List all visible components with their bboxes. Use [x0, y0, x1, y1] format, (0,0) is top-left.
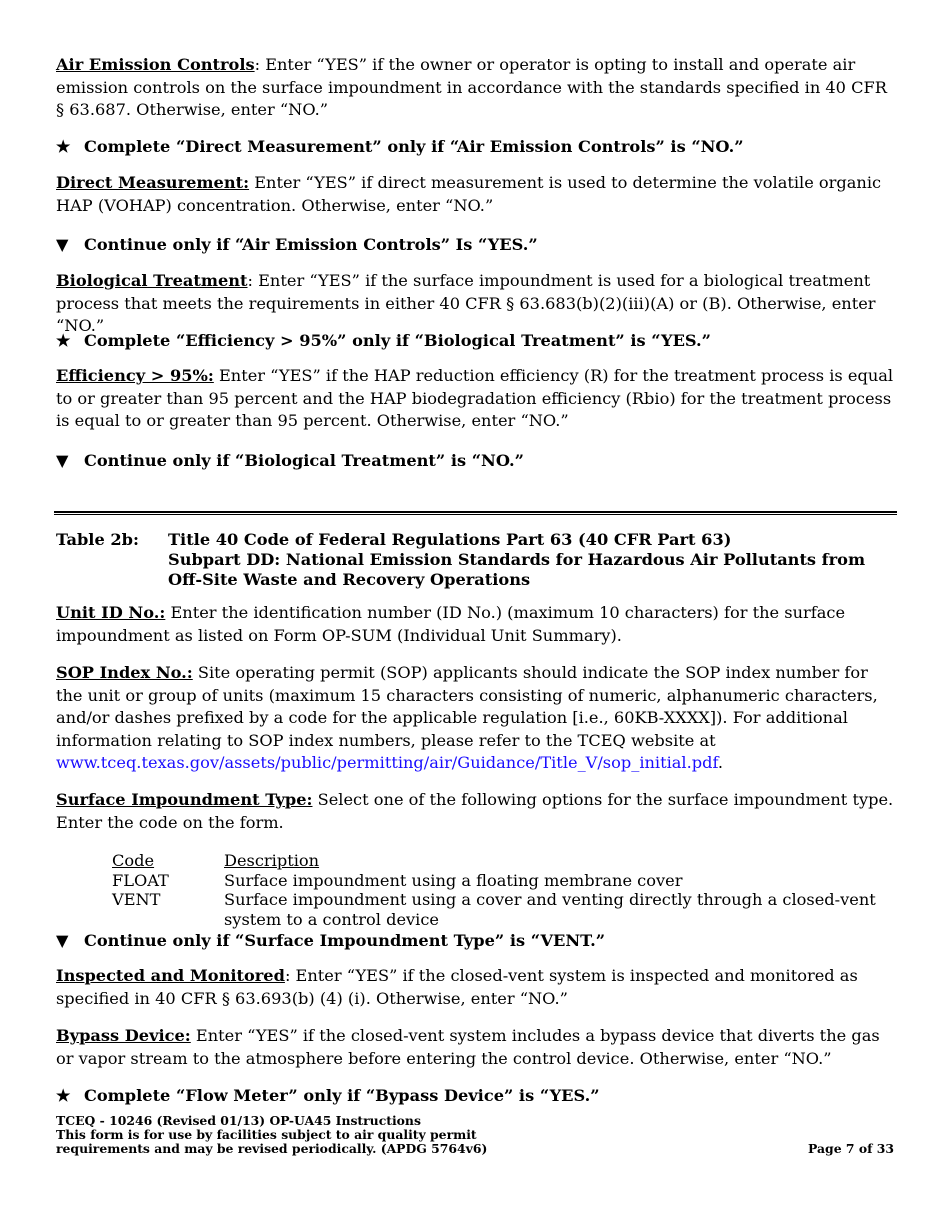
- impoundment-type-text: Select one of the following options for the surface impoundment type. Enter the code on the form.: [56, 790, 894, 832]
- unit-id-term: Unit ID No.:: [56, 603, 166, 622]
- footer-form-id: TCEQ - 10246 (Revised 01/13) OP-UA45 Instructions: [56, 1113, 421, 1128]
- efficiency-term: Efficiency > 95%:: [56, 366, 214, 385]
- unit-id-text: Enter the identification number (ID No.) (maximum 10 characters) for the surface impoundment as listed on Form OP-SUM (Individual Unit Summary).: [56, 603, 846, 645]
- inspected-monitored-text: : Enter “YES” if the closed-vent system is inspected and monitored as specified in 40 CFR § 63.693(b) (4) (i). Otherwise, enter “NO.”: [56, 966, 858, 1008]
- impoundment-type-paragraph: [56, 789, 898, 834]
- sop-guidance-link[interactable]: www.tceq.texas.gov/assets/public/permitting/air/Guidance/Title_V/sop_initial.pdf: [56, 753, 718, 772]
- footer-notice-line1: This form is for use by facilities subject to air quality permit: [56, 1127, 477, 1143]
- inspected-monitored-paragraph: [56, 965, 898, 1010]
- note-continue-vent: [56, 930, 898, 953]
- efficiency-text: Enter “YES” if the HAP reduction efficiency (R) for the treatment process is equal to or greater than 95 percent and the HAP biodegradation efficiency (Rbio) for the treatment process is equal to or greater than 95 percent. Otherwise, enter “NO.”: [56, 366, 894, 430]
- air-emission-controls-term: Air Emission Controls: [56, 55, 255, 74]
- table-2b-heading: [56, 530, 898, 590]
- star-icon: ★: [56, 1086, 71, 1105]
- note-text: Continue only if “Biological Treatment” is “NO.”: [84, 451, 524, 470]
- impoundment-type-term: Surface Impoundment Type:: [56, 790, 313, 809]
- description-cell: Surface impoundment using a floating membrane cover: [224, 870, 683, 890]
- code-table: [112, 851, 898, 929]
- note-continue-air-emission: [56, 234, 898, 257]
- sop-index-term: SOP Index No.:: [56, 663, 193, 682]
- page-number: Page 7 of 33: [808, 1141, 894, 1157]
- direct-measurement-term: Direct Measurement:: [56, 173, 250, 192]
- description-cell: Surface impoundment using a cover and venting directly through a closed-vent system to a control device: [224, 890, 876, 929]
- triangle-down-icon: ▼: [56, 931, 69, 950]
- sop-index-text: Site operating permit (SOP) applicants should indicate the SOP index number for the unit or group of units (maximum 15 characters consisting of numeric, alphanumeric characters, and/or dashes prefixed by a code for the applicable regulation [i.e., 60KB-XXXX]). For additional information relating to SOP index numbers, please refer to the TCEQ website at: [56, 663, 878, 750]
- bypass-device-term: Bypass Device:: [56, 1026, 191, 1045]
- table-row: [112, 890, 898, 929]
- note-flow-meter: [56, 1085, 898, 1108]
- note-text: Complete “Efficiency > 95%” only if “Biological Treatment” is “YES.”: [84, 331, 711, 350]
- biological-treatment-term: Biological Treatment: [56, 271, 248, 290]
- note-text: Complete “Direct Measurement” only if “Air Emission Controls” is “NO.”: [84, 137, 744, 156]
- note-efficiency: [56, 330, 898, 353]
- biological-treatment-text: : Enter “YES” if the surface impoundment is used for a biological treatment process that meets the requirements in either 40 CFR § 63.683(b)(2)(iii)(A) or (B). Otherwise, enter “NO.”: [56, 271, 876, 335]
- sop-index-after: .: [717, 753, 724, 772]
- direct-measurement-text: Enter “YES” if direct measurement is used to determine the volatile organic HAP (VOHAP) concentration. Otherwise, enter “NO.”: [56, 173, 882, 215]
- triangle-down-icon: ▼: [56, 235, 69, 254]
- code-table-header: [112, 851, 898, 871]
- table-row: [112, 871, 898, 891]
- direct-measurement-paragraph: [56, 172, 898, 217]
- table-title-line2: Subpart DD: National Emission Standards for Hazardous Air Pollutants from Off-Site Waste and Recovery Operations: [168, 550, 866, 589]
- table-label: Table 2b:: [56, 530, 139, 549]
- code-cell: FLOAT: [112, 870, 169, 890]
- table-title: [168, 530, 898, 590]
- air-emission-controls-text: : Enter “YES” if the owner or operator is opting to install and operate air emission controls on the surface impoundment in accordance with the standards specified in 40 CFR § 63.687. Otherwise, enter “NO.”: [56, 55, 887, 119]
- note-continue-biological: [56, 450, 898, 473]
- note-direct-measurement: [56, 136, 898, 159]
- star-icon: ★: [56, 137, 71, 156]
- sop-index-paragraph: [56, 662, 898, 775]
- triangle-down-icon: ▼: [56, 451, 69, 470]
- star-icon: ★: [56, 331, 71, 350]
- code-cell: VENT: [112, 890, 161, 909]
- inspected-monitored-term: Inspected and Monitored: [56, 966, 285, 985]
- note-text: Complete “Flow Meter” only if “Bypass Device” is “YES.”: [84, 1086, 600, 1105]
- footer-notice-line2: requirements and may be revised periodically. (APDG 5764v6): [56, 1141, 488, 1157]
- code-column-header: Code: [112, 851, 155, 870]
- note-text: Continue only if “Surface Impoundment Type” is “VENT.”: [84, 931, 606, 950]
- section-divider: [54, 511, 897, 515]
- biological-treatment-paragraph: [56, 270, 898, 338]
- note-text: Continue only if “Air Emission Controls” Is “YES.”: [84, 235, 538, 254]
- description-column-header: Description: [224, 851, 320, 870]
- table-title-line1: Title 40 Code of Federal Regulations Part 63 (40 CFR Part 63): [168, 530, 732, 549]
- unit-id-paragraph: [56, 602, 898, 647]
- page-footer: [56, 1114, 898, 1157]
- air-emission-controls-paragraph: [56, 54, 898, 122]
- efficiency-paragraph: [56, 365, 898, 433]
- bypass-device-text: Enter “YES” if the closed-vent system includes a bypass device that diverts the gas or vapor stream to the atmosphere before entering the control device. Otherwise, enter “NO.”: [56, 1026, 880, 1068]
- bypass-device-paragraph: [56, 1025, 898, 1070]
